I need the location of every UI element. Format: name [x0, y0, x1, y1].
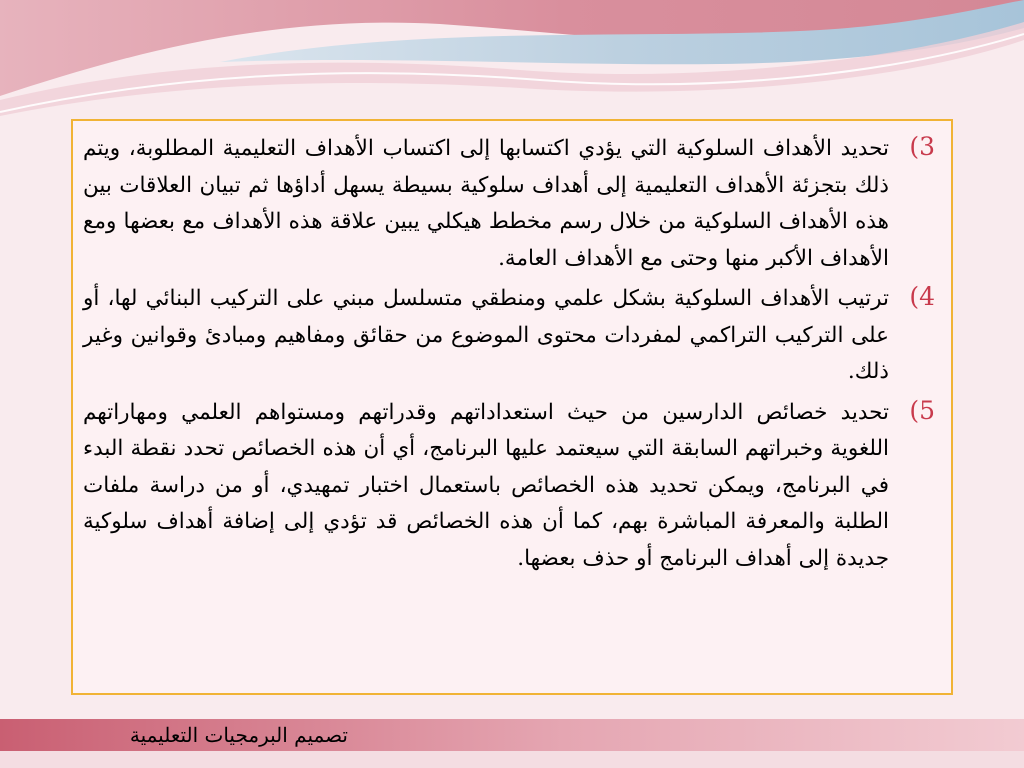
footer-title: تصميم البرمجيات التعليمية: [129, 723, 348, 747]
item-text: تحديد الأهداف السلوكية التي يؤدي اكتسابها إلى اكتساب الأهداف التعليمية المطلوبة، ويتم ذلك بتجزئة الأهداف التعليمية إلى أهداف سلوكية بسيطة يسهل أداؤها ثم تبيان العلاقات بين هذه الأهداف السلوكية من خلال رسم مخطط هيكلي يبين علاقة هذه الأهداف مع بعضها ومع الأهداف الأكبر منها وحتى مع الأهداف العامة.: [83, 136, 889, 271]
list-item: [83, 131, 941, 277]
item-text: تحديد خصائص الدارسين من حيث استعداداتهم وقدراتهم ومستواهم العلمي ومهاراتهم اللغوية وخبراتهم السابقة التي سيعتمد عليها البرنامج، أي أن هذه الخصائص تحدد نقطة البدء في البرنامج، ويمكن تحديد هذه الخصائص باستعمال اختبار تمهيدي، أو من دراسة ملفات الطلبة والمعرفة المباشرة بهم، كما أن هذه الخصائص قد تؤدي إلى إضافة أهداف سلوكية جديدة إلى أهداف البرنامج أو حذف بعضها.: [83, 399, 889, 571]
steps-list: [83, 131, 941, 581]
list-item: [83, 395, 941, 578]
content-box: [71, 119, 953, 695]
list-item: [83, 281, 941, 391]
footer-bottom: [0, 751, 1024, 768]
item-number: 5): [909, 395, 935, 425]
item-number: 4): [909, 282, 935, 311]
item-number: 3): [909, 132, 935, 161]
item-text: ترتيب الأهداف السلوكية بشكل علمي ومنطقي متسلسل مبني على التركيب البنائي لها، أو على التركيب التراكمي لمفردات محتوى الموضوع من حقائق ومفاهيم ومبادئ وقوانين وغير ذلك.: [83, 286, 889, 384]
